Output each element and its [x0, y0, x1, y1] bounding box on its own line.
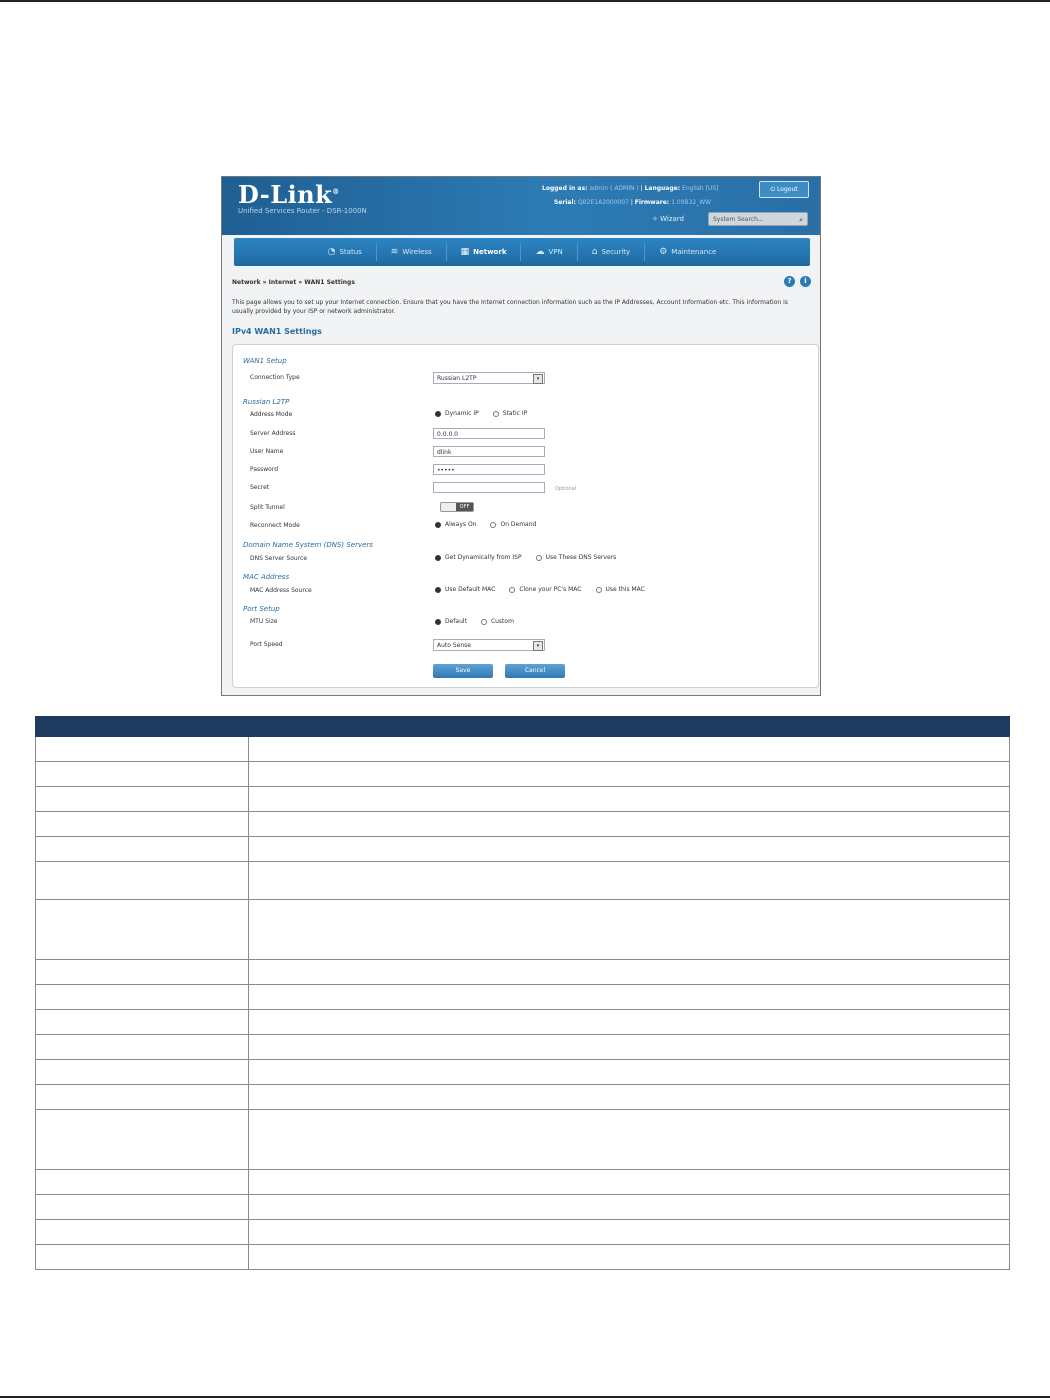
radio-clone-mac[interactable]: Clone your PC's MAC	[509, 586, 581, 593]
table-row	[36, 1035, 1010, 1060]
top-rule	[0, 0, 1050, 2]
table-row	[36, 1195, 1010, 1220]
login-info: Logged in as: admin ( ADMIN ) | Language: English [US]	[542, 185, 719, 192]
gauge-icon: ◔	[327, 247, 336, 257]
lock-icon: ⌂	[591, 247, 598, 257]
split-tunnel-label: Split Tunnel	[250, 504, 285, 511]
field-description-table	[35, 716, 1010, 1270]
settings-panel	[232, 344, 819, 688]
table-row	[36, 960, 1010, 985]
mac-source-label: MAC Address Source	[250, 587, 312, 594]
help-icon[interactable]: ?	[784, 276, 795, 287]
table-row	[36, 900, 1010, 960]
search-icon: ⌕	[799, 216, 803, 224]
table-header-row	[36, 717, 1010, 737]
table-row	[36, 1060, 1010, 1085]
router-screenshot	[221, 176, 821, 696]
table-row	[36, 1245, 1010, 1270]
table-row	[36, 737, 1010, 762]
group-wan-setup: WAN1 Setup	[243, 357, 287, 365]
page-title: IPv4 WAN1 Settings	[232, 327, 322, 336]
mtu-size-radios	[435, 618, 514, 625]
table-row	[36, 1010, 1010, 1035]
wifi-icon: ≋	[390, 247, 399, 257]
reconnect-mode-radios	[435, 521, 536, 528]
radio-always-on[interactable]: Always On	[435, 521, 476, 528]
table-row	[36, 1170, 1010, 1195]
nav-maintenance[interactable]: ⚙ Maintenance	[645, 243, 730, 261]
dns-source-label: DNS Server Source	[250, 555, 308, 562]
help-icons	[784, 276, 811, 287]
nav-network[interactable]: ▦ Network	[447, 243, 522, 261]
save-button[interactable]: Save	[433, 664, 493, 678]
reconnect-mode-label: Reconnect Mode	[250, 522, 300, 529]
radio-mtu-custom[interactable]: Custom	[481, 618, 514, 625]
bottom-rule	[0, 1396, 1050, 1398]
device-info: Serial: QB2E1A2000007 | Firmware: 1.09B32_WW	[554, 199, 712, 206]
password-input[interactable]: •••••	[433, 464, 545, 475]
table-row	[36, 837, 1010, 862]
group-dns: Domain Name System (DNS) Servers	[243, 541, 373, 549]
power-icon: ⏻	[770, 186, 776, 193]
intro-text: This page allows you to set up your Internet connection. Ensure that you have the Internet connection information such as the IP Addresses, Account Information etc. This information is usually provided by your ISP or network administrator.	[232, 299, 788, 315]
radio-dynamic-ip[interactable]: Dynamic IP	[435, 410, 479, 417]
radio-on-demand[interactable]: On Demand	[490, 521, 536, 528]
router-subtitle: Unified Services Router - DSR-1000N	[238, 207, 367, 215]
info-icon[interactable]: i	[800, 276, 811, 287]
radio-dns-dynamic[interactable]: Get Dynamically from ISP	[435, 554, 522, 561]
table-row	[36, 812, 1010, 837]
mac-source-radios	[435, 586, 645, 593]
group-port: Port Setup	[243, 605, 280, 613]
gears-icon: ⚙	[659, 247, 668, 257]
port-speed-select[interactable]: Auto Sense ▾	[433, 639, 545, 651]
port-speed-label: Port Speed	[250, 641, 283, 648]
dlink-logo: D-Link®	[238, 180, 340, 209]
radio-mtu-default[interactable]: Default	[435, 618, 467, 625]
mtu-size-label: MTU Size	[250, 618, 278, 625]
user-name-input[interactable]: dlink	[433, 446, 545, 457]
cancel-button[interactable]: Cancel	[505, 664, 565, 678]
table-row	[36, 762, 1010, 787]
group-mac: MAC Address	[243, 573, 290, 581]
table-row	[36, 1220, 1010, 1245]
secret-label: Secret	[250, 484, 270, 491]
address-mode-label: Address Mode	[250, 411, 293, 418]
network-icon: ▦	[460, 247, 470, 257]
wand-icon: ✧	[652, 215, 658, 223]
nav-vpn[interactable]: ☁ VPN	[521, 243, 577, 261]
logout-button[interactable]: ⏻ Logout	[759, 181, 809, 198]
dns-source-radios	[435, 554, 616, 561]
server-address-label: Server Address	[250, 430, 296, 437]
server-address-input[interactable]: 0.0.0.0	[433, 428, 545, 439]
nav-wireless[interactable]: ≋ Wireless	[377, 243, 447, 261]
connection-type-select[interactable]: Russian L2TP ▾	[433, 372, 545, 384]
system-search-input[interactable]: System Search... ⌕	[708, 212, 808, 226]
radio-custom-mac[interactable]: Use this MAC	[596, 586, 645, 593]
dropdown-arrow-icon: ▾	[533, 374, 543, 384]
table-row	[36, 862, 1010, 900]
password-label: Password	[250, 466, 279, 473]
table-row	[36, 985, 1010, 1010]
header-cell-description	[249, 717, 1010, 737]
split-tunnel-toggle[interactable]: OFF	[440, 502, 474, 512]
connection-type-label: Connection Type	[250, 374, 300, 381]
secret-input[interactable]	[433, 482, 545, 493]
optional-hint: Optional	[555, 486, 577, 492]
nav-security[interactable]: ⌂ Security	[578, 243, 645, 261]
radio-default-mac[interactable]: Use Default MAC	[435, 586, 495, 593]
nav-status[interactable]: ◔ Status	[314, 243, 377, 261]
table-row	[36, 1085, 1010, 1110]
address-mode-radios	[435, 410, 527, 417]
dropdown-arrow-icon: ▾	[533, 641, 543, 651]
table-row	[36, 787, 1010, 812]
radio-static-ip[interactable]: Static IP	[493, 410, 527, 417]
user-name-label: User Name	[250, 448, 284, 455]
cloud-icon: ☁	[535, 247, 545, 257]
wizard-link[interactable]: ✧ Wizard	[652, 215, 684, 223]
radio-dns-static[interactable]: Use These DNS Servers	[536, 554, 617, 561]
table-row	[36, 1110, 1010, 1170]
header-cell-field	[36, 717, 249, 737]
router-header	[222, 177, 820, 235]
group-russian-l2tp: Russian L2TP	[243, 398, 290, 406]
breadcrumb: Network » Internet » WAN1 Settings	[232, 279, 355, 286]
main-nav	[234, 238, 810, 266]
